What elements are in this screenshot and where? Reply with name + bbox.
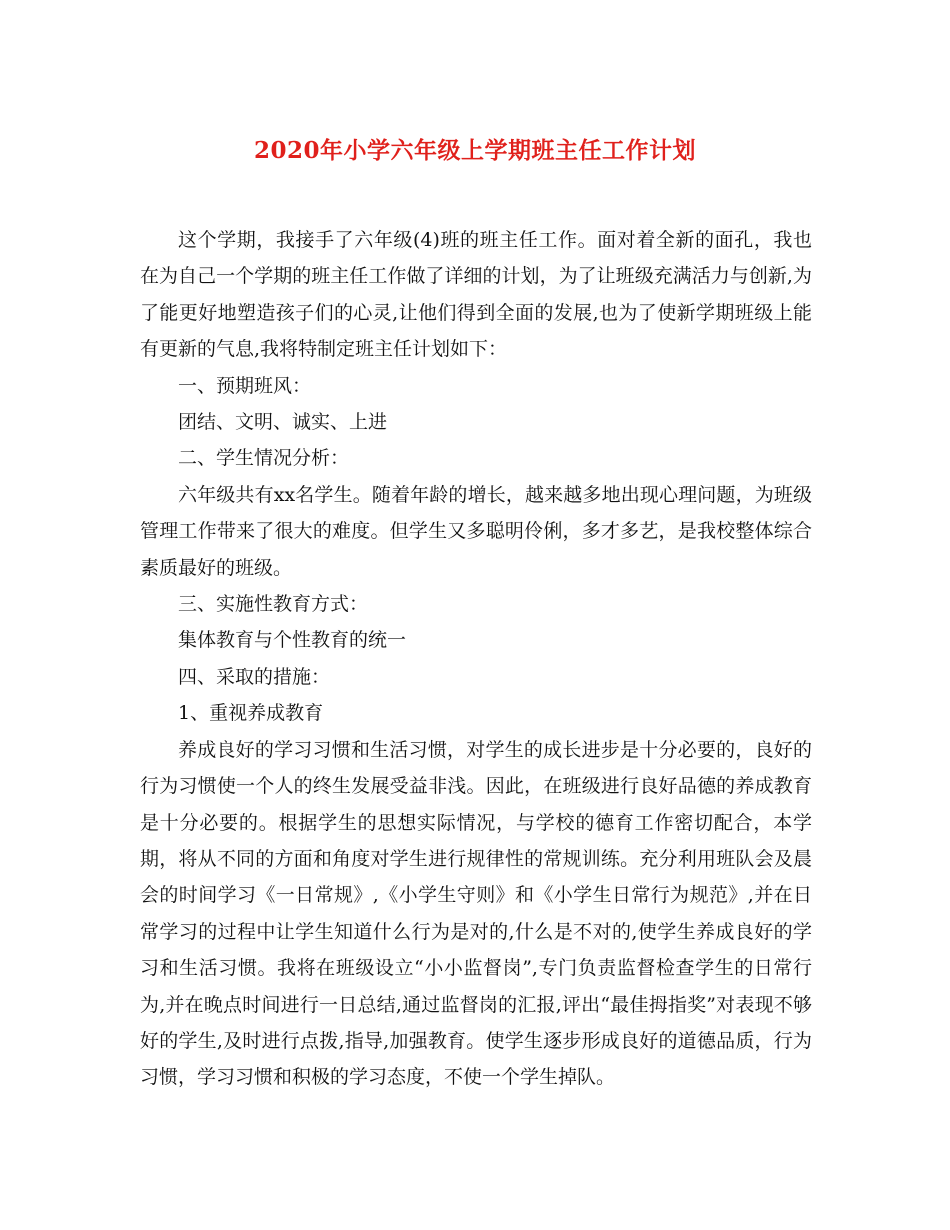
heading-education-method: 三、实施性教育方式： — [178, 593, 369, 616]
document-title: 2020年小学六年级上学期班主任工作计划 — [253, 137, 696, 164]
paragraph-habit-education: 养成良好的学习习惯和生活习惯，对学生的成长进步是十分必要的，良好的行为习惯使一个人的终生发展受益非浅。因此，在班级进行良好品德的养成教育是十分必要的。根据学生的思想实际情况，与学校的德育工作密切配合，本学期，将从不同的方面和角度对学生进行规律性的常规训练。充分利用班队会及晨会的时间学习《一日常规》,《小学生守则》和《小学生日常行为规范》,并在日常学习的过程中让学生知道什么行为是对的,什么是不对的,使学生养成良好的学习和生活习惯。我将在班级设立“小小监督岗”,专门负责监督检查学生的日常行为,并在晚点时间进行一日总结,通过监督岗的汇报,评出“最佳拇指奖”对表现不够好的学生,及时进行点拨,指导,加强教育。使学生逐步形成良好的道德品质，行为习惯，学习习惯和积极的学习态度，不使一个学生掉队。 — [140, 738, 812, 1089]
paragraph-class-style: 团结、文明、诚实、上进 — [178, 411, 388, 434]
paragraph-intro: 这个学期，我接手了六年级(4)班的班主任工作。面对着全新的面孔，我也在为自己一个学期的班主任工作做了详细的计划，为了让班级充满活力与创新,为了能更好地塑造孩子们的心灵,让他们得到全面的发展,也为了使新学期班级上能有更新的气息,我将特制定班主任计划如下： — [140, 229, 812, 361]
paragraph-education-method: 集体教育与个性教育的统一 — [178, 629, 407, 652]
heading-class-style: 一、预期班风： — [178, 374, 312, 397]
document-body — [140, 222, 812, 1096]
heading-student-analysis: 二、学生情况分析： — [178, 447, 350, 470]
subheading-habit-education: 1、重视养成教育 — [178, 702, 324, 725]
heading-measures: 四、采取的措施： — [178, 665, 331, 688]
paragraph-student-analysis: 六年级共有xx名学生。随着年龄的增长，越来越多地出现心理问题，为班级管理工作带来了很大的难度。但学生又多聪明伶俐，多才多艺，是我校整体综合素质最好的班级。 — [140, 483, 812, 579]
